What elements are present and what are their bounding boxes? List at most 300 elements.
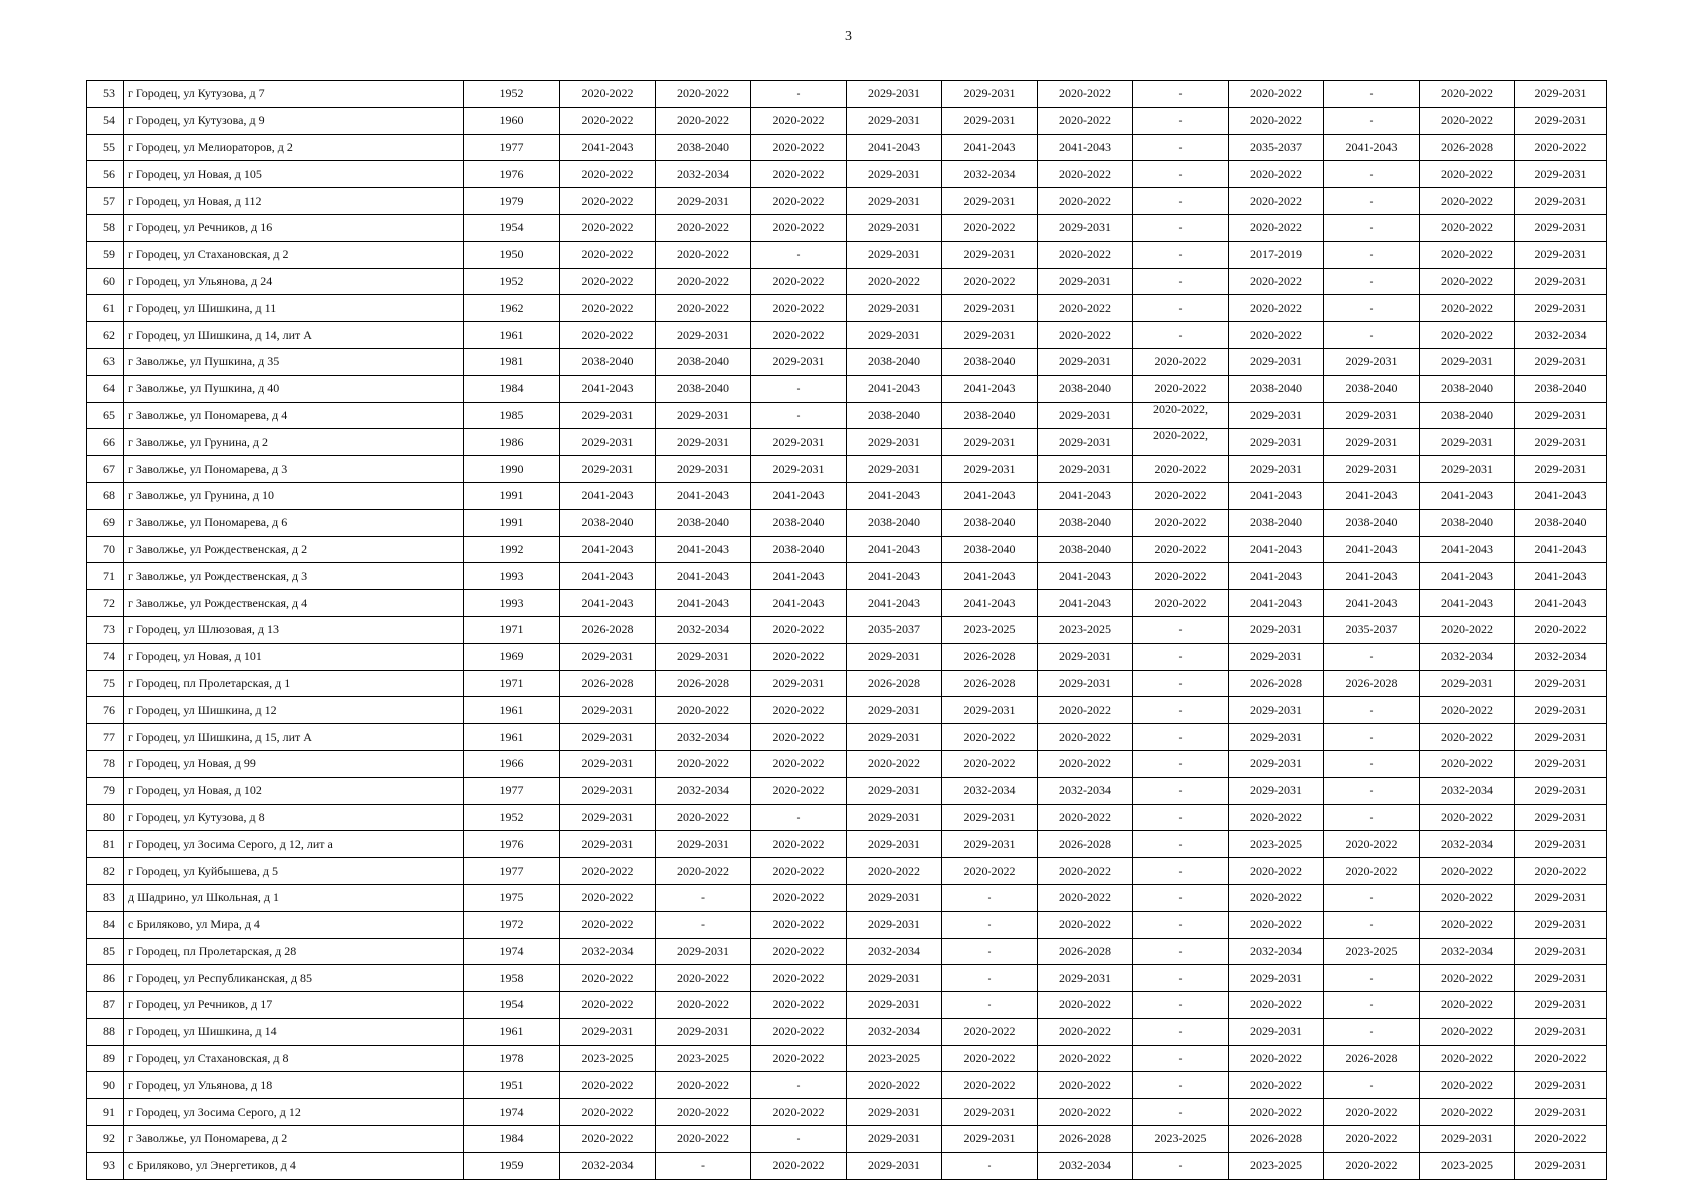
col-6-cell: 2020-2022 xyxy=(751,1152,847,1179)
col-6-cell: 2020-2022 xyxy=(751,992,847,1019)
col-6-cell: 2029-2031 xyxy=(751,670,847,697)
col-14-cell: 2029-2031 xyxy=(1515,214,1607,241)
col-11-cell: 2020-2022 xyxy=(1229,295,1324,322)
row-number-cell: 56 xyxy=(87,161,124,188)
col-5-cell: 2020-2022 xyxy=(656,804,751,831)
col-12-cell: - xyxy=(1324,724,1420,751)
col-9-cell: 2032-2034 xyxy=(1038,777,1133,804)
col-12-cell: - xyxy=(1324,777,1420,804)
col-14-cell: 2029-2031 xyxy=(1515,268,1607,295)
col-4-cell: 2038-2040 xyxy=(560,509,656,536)
col-14-cell: 2020-2022 xyxy=(1515,858,1607,885)
col-10-cell: 2020-2022 xyxy=(1133,563,1229,590)
table-row xyxy=(87,348,1607,375)
col-9-cell: 2026-2028 xyxy=(1038,831,1133,858)
col-6-cell: 2020-2022 xyxy=(751,134,847,161)
table-row xyxy=(87,1099,1607,1126)
table-row xyxy=(87,1045,1607,1072)
row-number-cell: 69 xyxy=(87,509,124,536)
table-row xyxy=(87,268,1607,295)
col-5-cell: - xyxy=(656,911,751,938)
year-built-cell: 1981 xyxy=(464,348,560,375)
col-10-cell: 2020-2022 xyxy=(1133,456,1229,483)
year-built-cell: 1978 xyxy=(464,1045,560,1072)
col-8-cell: 2038-2040 xyxy=(942,536,1038,563)
page-number: 3 xyxy=(845,29,852,44)
col-7-cell: 2038-2040 xyxy=(847,348,942,375)
col-13-cell: 2020-2022 xyxy=(1420,188,1515,215)
row-number-cell: 75 xyxy=(87,670,124,697)
col-13-cell: 2020-2022 xyxy=(1420,858,1515,885)
address-cell: г Городец, пл Пролетарская, д 28 xyxy=(124,938,464,965)
address-cell: г Заволжье, ул Пономарева, д 4 xyxy=(124,402,464,429)
col-11-cell: 2029-2031 xyxy=(1229,429,1324,456)
table-row xyxy=(87,456,1607,483)
col-12-cell: - xyxy=(1324,884,1420,911)
col-9-cell: 2032-2034 xyxy=(1038,1152,1133,1179)
col-9-cell: 2020-2022 xyxy=(1038,1045,1133,1072)
address-cell: г Городец, пл Пролетарская, д 1 xyxy=(124,670,464,697)
col-9-cell: 2026-2028 xyxy=(1038,1126,1133,1153)
col-7-cell: 2020-2022 xyxy=(847,858,942,885)
row-number-cell: 68 xyxy=(87,482,124,509)
col-13-cell: 2020-2022 xyxy=(1420,268,1515,295)
table-row xyxy=(87,429,1607,456)
col-9-cell: 2020-2022 xyxy=(1038,884,1133,911)
table-row xyxy=(87,697,1607,724)
col-11-cell: 2020-2022 xyxy=(1229,322,1324,349)
year-built-cell: 1984 xyxy=(464,375,560,402)
col-14-cell: 2029-2031 xyxy=(1515,670,1607,697)
col-9-cell: 2020-2022 xyxy=(1038,295,1133,322)
col-11-cell: 2041-2043 xyxy=(1229,482,1324,509)
col-9-cell: 2020-2022 xyxy=(1038,858,1133,885)
year-built-cell: 1952 xyxy=(464,268,560,295)
col-5-cell: 2020-2022 xyxy=(656,295,751,322)
col-7-cell: 2029-2031 xyxy=(847,1126,942,1153)
col-8-cell: 2041-2043 xyxy=(942,590,1038,617)
col-5-cell: 2032-2034 xyxy=(656,161,751,188)
col-5-cell: 2038-2040 xyxy=(656,348,751,375)
col-8-cell: - xyxy=(942,1152,1038,1179)
col-11-cell: 2029-2031 xyxy=(1229,456,1324,483)
col-5-cell: 2020-2022 xyxy=(656,214,751,241)
col-10-cell: 2023-2025 xyxy=(1133,1126,1229,1153)
col-12-cell: 2038-2040 xyxy=(1324,509,1420,536)
col-7-cell: 2029-2031 xyxy=(847,161,942,188)
col-11-cell: 2020-2022 xyxy=(1229,161,1324,188)
col-8-cell: 2029-2031 xyxy=(942,295,1038,322)
col-8-cell: 2029-2031 xyxy=(942,81,1038,108)
col-4-cell: 2029-2031 xyxy=(560,1018,656,1045)
col-6-cell: 2020-2022 xyxy=(751,884,847,911)
col-10-cell: - xyxy=(1133,992,1229,1019)
col-11-cell: 2017-2019 xyxy=(1229,241,1324,268)
col-7-cell: 2041-2043 xyxy=(847,134,942,161)
col-8-cell: 2020-2022 xyxy=(942,750,1038,777)
col-4-cell: 2029-2031 xyxy=(560,643,656,670)
col-10-cell: - xyxy=(1133,938,1229,965)
address-cell: г Городец, ул Новая, д 112 xyxy=(124,188,464,215)
col-8-cell: 2026-2028 xyxy=(942,643,1038,670)
col-11-cell: 2026-2028 xyxy=(1229,1126,1324,1153)
col-13-cell: 2020-2022 xyxy=(1420,992,1515,1019)
col-11-cell: 2029-2031 xyxy=(1229,965,1324,992)
col-5-cell: 2029-2031 xyxy=(656,188,751,215)
address-cell: г Городец, ул Стахановская, д 2 xyxy=(124,241,464,268)
col-8-cell: 2032-2034 xyxy=(942,777,1038,804)
address-cell: г Городец, ул Новая, д 99 xyxy=(124,750,464,777)
col-13-cell: 2038-2040 xyxy=(1420,509,1515,536)
col-8-cell: - xyxy=(942,884,1038,911)
year-built-cell: 1950 xyxy=(464,241,560,268)
table-row xyxy=(87,750,1607,777)
col-10-cell: 2020-2022 xyxy=(1133,509,1229,536)
address-cell: г Заволжье, ул Рождественская, д 3 xyxy=(124,563,464,590)
address-cell: г Городец, ул Речников, д 17 xyxy=(124,992,464,1019)
table-row xyxy=(87,590,1607,617)
col-13-cell: 2020-2022 xyxy=(1420,214,1515,241)
col-7-cell: 2029-2031 xyxy=(847,965,942,992)
col-10-cell: - xyxy=(1133,188,1229,215)
col-12-cell: 2029-2031 xyxy=(1324,348,1420,375)
year-built-cell: 1961 xyxy=(464,322,560,349)
col-8-cell: 2020-2022 xyxy=(942,214,1038,241)
col-11-cell: 2029-2031 xyxy=(1229,697,1324,724)
col-10-cell: - xyxy=(1133,1152,1229,1179)
col-4-cell: 2020-2022 xyxy=(560,241,656,268)
col-10-cell: - xyxy=(1133,161,1229,188)
col-4-cell: 2020-2022 xyxy=(560,188,656,215)
col-10-cell: 2020-2022 xyxy=(1133,348,1229,375)
col-7-cell: 2029-2031 xyxy=(847,884,942,911)
col-13-cell: 2020-2022 xyxy=(1420,750,1515,777)
address-cell: г Заволжье, ул Пушкина, д 40 xyxy=(124,375,464,402)
col-12-cell: - xyxy=(1324,241,1420,268)
col-5-cell: 2041-2043 xyxy=(656,536,751,563)
col-6-cell: 2020-2022 xyxy=(751,107,847,134)
col-8-cell: 2029-2031 xyxy=(942,1126,1038,1153)
col-8-cell: - xyxy=(942,938,1038,965)
col-12-cell: - xyxy=(1324,214,1420,241)
col-13-cell: 2020-2022 xyxy=(1420,804,1515,831)
col-8-cell: 2029-2031 xyxy=(942,188,1038,215)
col-13-cell: 2038-2040 xyxy=(1420,402,1515,429)
col-11-cell: 2041-2043 xyxy=(1229,563,1324,590)
row-number-cell: 93 xyxy=(87,1152,124,1179)
col-5-cell: 2020-2022 xyxy=(656,1072,751,1099)
col-11-cell: 2020-2022 xyxy=(1229,804,1324,831)
col-10-cell: - xyxy=(1133,643,1229,670)
col-7-cell: 2041-2043 xyxy=(847,536,942,563)
col-11-cell: 2020-2022 xyxy=(1229,1045,1324,1072)
col-14-cell: 2029-2031 xyxy=(1515,777,1607,804)
col-7-cell: 2029-2031 xyxy=(847,322,942,349)
col-13-cell: 2038-2040 xyxy=(1420,375,1515,402)
row-number-cell: 79 xyxy=(87,777,124,804)
col-10-cell: - xyxy=(1133,804,1229,831)
col-9-cell: 2020-2022 xyxy=(1038,911,1133,938)
col-12-cell: 2041-2043 xyxy=(1324,590,1420,617)
col-7-cell: 2029-2031 xyxy=(847,214,942,241)
col-4-cell: 2020-2022 xyxy=(560,884,656,911)
col-5-cell: 2026-2028 xyxy=(656,670,751,697)
col-12-cell: - xyxy=(1324,295,1420,322)
col-6-cell: 2020-2022 xyxy=(751,750,847,777)
col-7-cell: 2023-2025 xyxy=(847,1045,942,1072)
year-built-cell: 1958 xyxy=(464,965,560,992)
col-8-cell: - xyxy=(942,965,1038,992)
col-4-cell: 2020-2022 xyxy=(560,965,656,992)
table-row xyxy=(87,322,1607,349)
address-cell: г Заволжье, ул Грунина, д 10 xyxy=(124,482,464,509)
col-10-cell: - xyxy=(1133,697,1229,724)
col-13-cell: 2020-2022 xyxy=(1420,81,1515,108)
row-number-cell: 65 xyxy=(87,402,124,429)
col-4-cell: 2032-2034 xyxy=(560,1152,656,1179)
col-8-cell: 2038-2040 xyxy=(942,402,1038,429)
col-11-cell: 2029-2031 xyxy=(1229,724,1324,751)
address-cell: г Городец, ул Зосима Серого, д 12 xyxy=(124,1099,464,1126)
col-9-cell: 2029-2031 xyxy=(1038,643,1133,670)
address-cell: г Городец, ул Шишкина, д 14 xyxy=(124,1018,464,1045)
row-number-cell: 82 xyxy=(87,858,124,885)
col-14-cell: 2041-2043 xyxy=(1515,563,1607,590)
address-cell: г Городец, ул Кутузова, д 7 xyxy=(124,81,464,108)
col-5-cell: 2020-2022 xyxy=(656,965,751,992)
col-7-cell: 2029-2031 xyxy=(847,81,942,108)
col-10-cell: - xyxy=(1133,858,1229,885)
col-11-cell: 2023-2025 xyxy=(1229,831,1324,858)
col-14-cell: 2029-2031 xyxy=(1515,1152,1607,1179)
year-built-cell: 1959 xyxy=(464,1152,560,1179)
table-row xyxy=(87,911,1607,938)
table-row xyxy=(87,563,1607,590)
col-12-cell: 2026-2028 xyxy=(1324,670,1420,697)
col-14-cell: 2029-2031 xyxy=(1515,241,1607,268)
col-6-cell: 2041-2043 xyxy=(751,590,847,617)
col-14-cell: 2029-2031 xyxy=(1515,1018,1607,1045)
table-row xyxy=(87,777,1607,804)
col-8-cell: 2038-2040 xyxy=(942,509,1038,536)
col-10-cell: - xyxy=(1133,1045,1229,1072)
col-12-cell: - xyxy=(1324,965,1420,992)
col-14-cell: 2029-2031 xyxy=(1515,188,1607,215)
col-6-cell: 2038-2040 xyxy=(751,509,847,536)
col-9-cell: 2041-2043 xyxy=(1038,482,1133,509)
col-11-cell: 2041-2043 xyxy=(1229,590,1324,617)
col-8-cell: 2020-2022 xyxy=(942,1072,1038,1099)
year-built-cell: 1951 xyxy=(464,1072,560,1099)
col-12-cell: 2041-2043 xyxy=(1324,563,1420,590)
col-10-cell: 2020-2022 xyxy=(1133,590,1229,617)
year-built-cell: 1975 xyxy=(464,884,560,911)
row-number-cell: 57 xyxy=(87,188,124,215)
row-number-cell: 63 xyxy=(87,348,124,375)
col-14-cell: 2029-2031 xyxy=(1515,938,1607,965)
col-10-cell: - xyxy=(1133,670,1229,697)
col-4-cell: 2020-2022 xyxy=(560,992,656,1019)
col-8-cell: 2023-2025 xyxy=(942,616,1038,643)
col-4-cell: 2020-2022 xyxy=(560,1126,656,1153)
row-number-cell: 66 xyxy=(87,429,124,456)
table-row xyxy=(87,1126,1607,1153)
table-row xyxy=(87,804,1607,831)
col-9-cell: 2029-2031 xyxy=(1038,965,1133,992)
col-10-cell: - xyxy=(1133,911,1229,938)
col-13-cell: 2041-2043 xyxy=(1420,590,1515,617)
col-4-cell: 2041-2043 xyxy=(560,482,656,509)
col-14-cell: 2029-2031 xyxy=(1515,429,1607,456)
row-number-cell: 87 xyxy=(87,992,124,1019)
address-cell: г Заволжье, ул Пономарева, д 2 xyxy=(124,1126,464,1153)
col-10-cell: - xyxy=(1133,965,1229,992)
col-8-cell: 2026-2028 xyxy=(942,670,1038,697)
address-cell: с Бриляково, ул Энергетиков, д 4 xyxy=(124,1152,464,1179)
address-cell: г Заволжье, ул Пономарева, д 3 xyxy=(124,456,464,483)
row-number-cell: 91 xyxy=(87,1099,124,1126)
col-12-cell: - xyxy=(1324,804,1420,831)
address-cell: г Заволжье, ул Рождественская, д 4 xyxy=(124,590,464,617)
col-14-cell: 2029-2031 xyxy=(1515,831,1607,858)
row-number-cell: 58 xyxy=(87,214,124,241)
col-11-cell: 2029-2031 xyxy=(1229,750,1324,777)
col-7-cell: 2029-2031 xyxy=(847,724,942,751)
col-4-cell: 2020-2022 xyxy=(560,858,656,885)
table-row xyxy=(87,831,1607,858)
col-8-cell: 2020-2022 xyxy=(942,1045,1038,1072)
col-13-cell: 2020-2022 xyxy=(1420,107,1515,134)
row-number-cell: 72 xyxy=(87,590,124,617)
col-9-cell: 2041-2043 xyxy=(1038,134,1133,161)
col-6-cell: 2020-2022 xyxy=(751,616,847,643)
col-13-cell: 2032-2034 xyxy=(1420,831,1515,858)
year-built-cell: 1993 xyxy=(464,563,560,590)
col-7-cell: 2029-2031 xyxy=(847,295,942,322)
col-9-cell: 2029-2031 xyxy=(1038,670,1133,697)
col-14-cell: 2029-2031 xyxy=(1515,884,1607,911)
year-built-cell: 1966 xyxy=(464,750,560,777)
col-5-cell: 2029-2031 xyxy=(656,402,751,429)
col-6-cell: 2029-2031 xyxy=(751,456,847,483)
col-14-cell: 2029-2031 xyxy=(1515,1072,1607,1099)
col-14-cell: 2029-2031 xyxy=(1515,107,1607,134)
col-9-cell: 2020-2022 xyxy=(1038,1018,1133,1045)
schedule-table xyxy=(86,80,1607,1180)
col-5-cell: 2029-2031 xyxy=(656,643,751,670)
col-9-cell: 2020-2022 xyxy=(1038,1072,1133,1099)
row-number-cell: 85 xyxy=(87,938,124,965)
col-8-cell: 2041-2043 xyxy=(942,563,1038,590)
col-13-cell: 2029-2031 xyxy=(1420,348,1515,375)
row-number-cell: 59 xyxy=(87,241,124,268)
address-cell: г Городец, ул Шлюзовая, д 13 xyxy=(124,616,464,643)
year-built-cell: 1976 xyxy=(464,161,560,188)
col-10-cell: - xyxy=(1133,268,1229,295)
row-number-cell: 60 xyxy=(87,268,124,295)
year-built-cell: 1990 xyxy=(464,456,560,483)
col-4-cell: 2020-2022 xyxy=(560,1099,656,1126)
col-4-cell: 2032-2034 xyxy=(560,938,656,965)
col-11-cell: 2020-2022 xyxy=(1229,214,1324,241)
col-10-cell: - xyxy=(1133,1018,1229,1045)
col-10-cell: 2020-2022 xyxy=(1133,375,1229,402)
col-14-cell: 2029-2031 xyxy=(1515,911,1607,938)
col-8-cell: 2029-2031 xyxy=(942,107,1038,134)
col-5-cell: 2038-2040 xyxy=(656,375,751,402)
col-5-cell: 2029-2031 xyxy=(656,831,751,858)
col-4-cell: 2020-2022 xyxy=(560,295,656,322)
col-13-cell: 2041-2043 xyxy=(1420,482,1515,509)
col-13-cell: 2020-2022 xyxy=(1420,241,1515,268)
col-4-cell: 2038-2040 xyxy=(560,348,656,375)
col-4-cell: 2020-2022 xyxy=(560,161,656,188)
col-10-cell: - xyxy=(1133,241,1229,268)
col-9-cell: 2020-2022 xyxy=(1038,992,1133,1019)
table-row xyxy=(87,670,1607,697)
col-8-cell: 2029-2031 xyxy=(942,1099,1038,1126)
col-10-cell: - xyxy=(1133,134,1229,161)
col-6-cell: - xyxy=(751,1072,847,1099)
col-12-cell: - xyxy=(1324,322,1420,349)
year-built-cell: 1977 xyxy=(464,777,560,804)
col-13-cell: 2041-2043 xyxy=(1420,536,1515,563)
col-8-cell: - xyxy=(942,992,1038,1019)
col-11-cell: 2020-2022 xyxy=(1229,188,1324,215)
col-9-cell: 2029-2031 xyxy=(1038,429,1133,456)
col-9-cell: 2020-2022 xyxy=(1038,697,1133,724)
col-6-cell: 2020-2022 xyxy=(751,831,847,858)
col-5-cell: 2041-2043 xyxy=(656,482,751,509)
col-6-cell: - xyxy=(751,804,847,831)
col-13-cell: 2032-2034 xyxy=(1420,938,1515,965)
col-7-cell: 2029-2031 xyxy=(847,804,942,831)
col-9-cell: 2026-2028 xyxy=(1038,938,1133,965)
col-4-cell: 2029-2031 xyxy=(560,402,656,429)
col-13-cell: 2032-2034 xyxy=(1420,643,1515,670)
col-10-cell: - xyxy=(1133,616,1229,643)
col-6-cell: 2038-2040 xyxy=(751,536,847,563)
col-13-cell: 2020-2022 xyxy=(1420,1018,1515,1045)
col-6-cell: 2020-2022 xyxy=(751,322,847,349)
address-cell: г Городец, ул Новая, д 102 xyxy=(124,777,464,804)
col-5-cell: 2020-2022 xyxy=(656,1126,751,1153)
col-6-cell: 2029-2031 xyxy=(751,429,847,456)
row-number-cell: 55 xyxy=(87,134,124,161)
year-built-cell: 1971 xyxy=(464,670,560,697)
col-7-cell: 2029-2031 xyxy=(847,1152,942,1179)
col-5-cell: 2029-2031 xyxy=(656,429,751,456)
col-6-cell: 2020-2022 xyxy=(751,724,847,751)
year-built-cell: 1992 xyxy=(464,536,560,563)
year-built-cell: 1976 xyxy=(464,831,560,858)
row-number-cell: 80 xyxy=(87,804,124,831)
col-13-cell: 2020-2022 xyxy=(1420,616,1515,643)
col-9-cell: 2020-2022 xyxy=(1038,81,1133,108)
col-10-cell: - xyxy=(1133,214,1229,241)
year-built-cell: 1985 xyxy=(464,402,560,429)
row-number-cell: 73 xyxy=(87,616,124,643)
col-6-cell: 2020-2022 xyxy=(751,1045,847,1072)
col-12-cell: 2029-2031 xyxy=(1324,456,1420,483)
year-built-cell: 1984 xyxy=(464,1126,560,1153)
col-10-cell: 2020-2022 xyxy=(1133,482,1229,509)
col-12-cell: 2041-2043 xyxy=(1324,536,1420,563)
col-11-cell: 2020-2022 xyxy=(1229,911,1324,938)
address-cell: г Городец, ул Шишкина, д 15, лит А xyxy=(124,724,464,751)
col-5-cell: 2020-2022 xyxy=(656,241,751,268)
col-5-cell: 2029-2031 xyxy=(656,456,751,483)
